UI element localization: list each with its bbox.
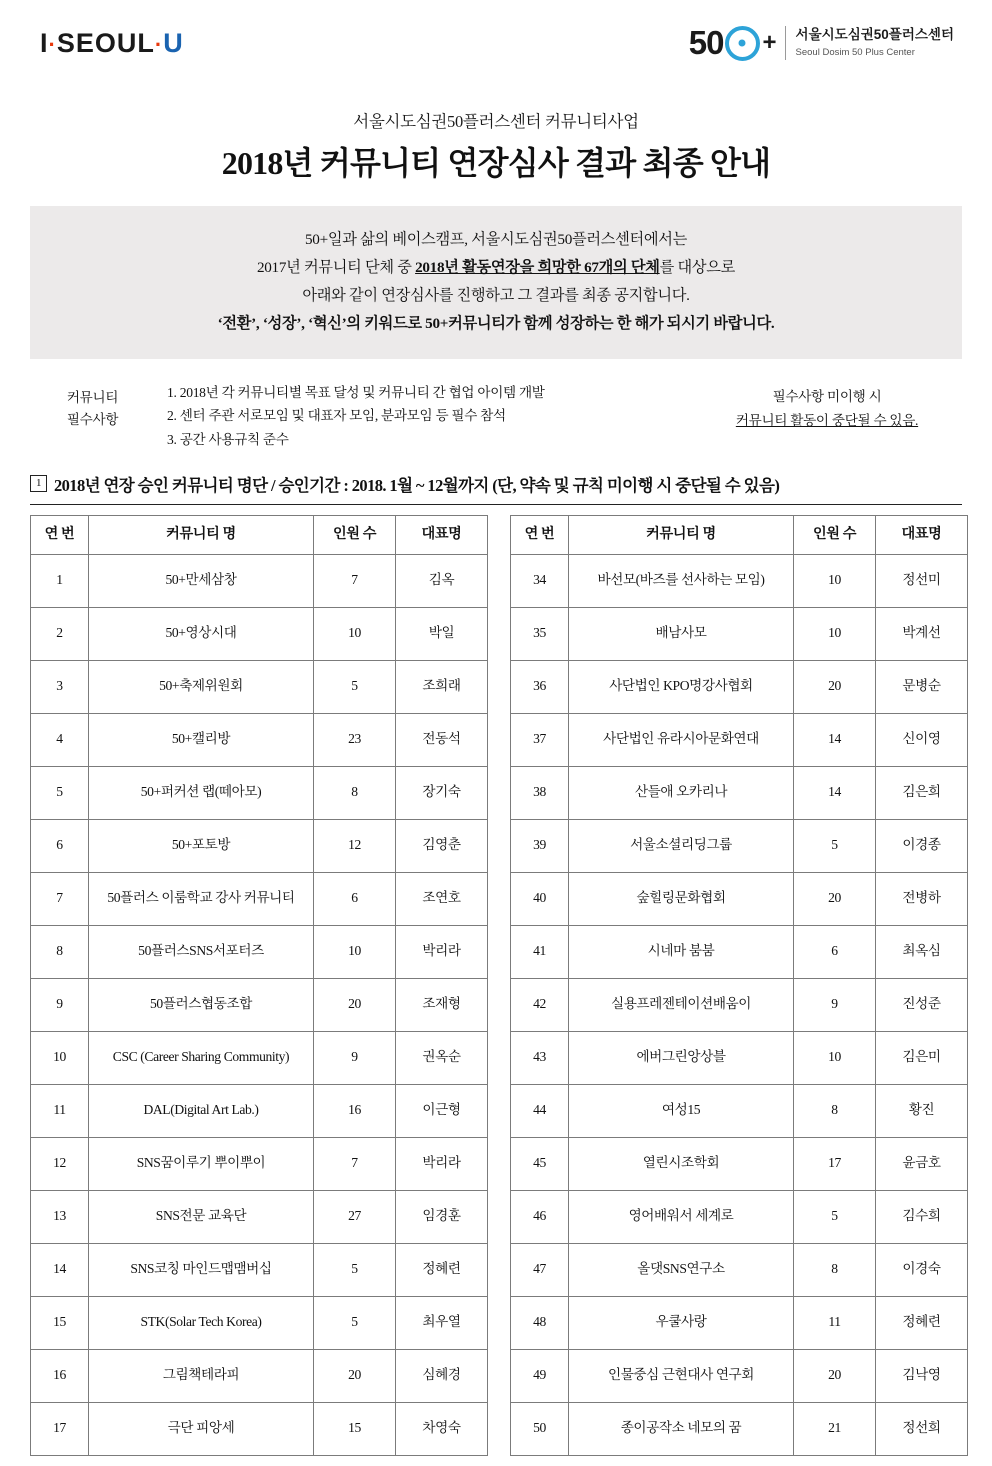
logo-dot-right: · (154, 31, 164, 57)
table-row (31, 819, 488, 872)
cell-no: 12 (31, 1137, 89, 1190)
cell-no: 11 (31, 1084, 89, 1137)
cell-representative: 김영춘 (396, 819, 488, 872)
cell-community-name: SNS꿈이루기 뿌이뿌이 (89, 1137, 314, 1190)
cell-community-name: 50+캘리방 (89, 713, 314, 766)
intro-line-2-highlight: 2018년 활동연장을 희망한 67개의 단체 (415, 259, 660, 277)
requirement-item: 1. 2018년 각 커뮤니티별 목표 달성 및 커뮤니티 간 협업 아이템 개발 (167, 384, 545, 400)
requirements-note-line1: 필수사항 미이행 시 (772, 388, 882, 404)
table-row (511, 660, 968, 713)
table-row (511, 1296, 968, 1349)
cell-community-name: 극단 피앙세 (89, 1402, 314, 1455)
cell-member-count: 14 (794, 766, 876, 819)
intro-line-2 (40, 254, 952, 282)
cell-community-name: 영어배워서 세계로 (569, 1190, 794, 1243)
cell-representative: 조연호 (396, 872, 488, 925)
cell-representative: 김낙영 (876, 1349, 968, 1402)
table-row (511, 607, 968, 660)
cell-community-name: SNS코칭 마인드맵맴버십 (89, 1243, 314, 1296)
table-row (31, 607, 488, 660)
table-header-row (31, 515, 488, 554)
center-name-en: Seoul Dosim 50 Plus Center (795, 46, 915, 58)
cell-representative: 전병하 (876, 872, 968, 925)
cell-no: 42 (511, 978, 569, 1031)
cell-representative: 김수희 (876, 1190, 968, 1243)
table-row (31, 766, 488, 819)
cell-member-count: 5 (314, 1296, 396, 1349)
table-row (31, 1402, 488, 1455)
section-number-badge: 1 (30, 475, 47, 492)
cell-representative: 윤금호 (876, 1137, 968, 1190)
cell-no: 17 (31, 1402, 89, 1455)
table-row (511, 978, 968, 1031)
cell-community-name: 산들애 오카리나 (569, 766, 794, 819)
cell-community-name: 50+퍼커션 랩(떼아모) (89, 766, 314, 819)
cell-no: 16 (31, 1349, 89, 1402)
cell-no: 43 (511, 1031, 569, 1084)
document-subtitle: 서울시도심권50플러스센터 커뮤니티사업 (353, 112, 639, 131)
cell-representative: 조재형 (396, 978, 488, 1031)
requirements-label-line1: 커뮤니티 (66, 389, 119, 405)
table-row (31, 713, 488, 766)
cell-no: 34 (511, 554, 569, 607)
roster-tables (30, 515, 962, 1456)
table-row (511, 554, 968, 607)
section-divider (30, 504, 962, 505)
cell-community-name: 50+축제위원회 (89, 660, 314, 713)
requirements-note (692, 377, 962, 434)
cell-representative: 조희래 (396, 660, 488, 713)
cell-member-count: 5 (314, 1243, 396, 1296)
cell-member-count: 20 (314, 978, 396, 1031)
cell-member-count: 8 (314, 766, 396, 819)
cell-no: 46 (511, 1190, 569, 1243)
requirements-note-line2: 커뮤니티 활동이 중단될 수 있음. (735, 412, 919, 428)
cell-no: 15 (31, 1296, 89, 1349)
cell-community-name: 사단법인 KPO명강사협회 (569, 660, 794, 713)
cell-community-name: 사단법인 유라시아문화연대 (569, 713, 794, 766)
cell-no: 1 (31, 554, 89, 607)
table-row (511, 1243, 968, 1296)
requirements-label-line2: 필수사항 (66, 411, 119, 427)
table-row (511, 1402, 968, 1455)
cell-community-name: 시네마 붐붐 (569, 925, 794, 978)
cell-member-count: 9 (314, 1031, 396, 1084)
center-name-block (785, 26, 954, 59)
cell-representative: 박리라 (396, 925, 488, 978)
table-row (511, 1137, 968, 1190)
cell-member-count: 7 (314, 1137, 396, 1190)
table-row (511, 819, 968, 872)
cell-representative: 박계선 (876, 607, 968, 660)
table-row (511, 925, 968, 978)
fifty-plus-mark (689, 24, 776, 62)
column-header-rep: 대표명 (396, 515, 488, 554)
cell-no: 4 (31, 713, 89, 766)
cell-representative: 차영숙 (396, 1402, 488, 1455)
cell-community-name: 숲힐링문화협회 (569, 872, 794, 925)
cell-member-count: 10 (314, 607, 396, 660)
cell-community-name: 실용프레젠테이션배움이 (569, 978, 794, 1031)
table-row (31, 1084, 488, 1137)
cell-member-count: 16 (314, 1084, 396, 1137)
cell-representative: 최옥심 (876, 925, 968, 978)
cell-no: 40 (511, 872, 569, 925)
logo-letter-i: I (40, 28, 49, 58)
table-row (511, 766, 968, 819)
title-block (30, 108, 962, 184)
cell-community-name: 우쿨사랑 (569, 1296, 794, 1349)
cell-no: 3 (31, 660, 89, 713)
cell-member-count: 20 (794, 1349, 876, 1402)
cell-community-name: DAL(Digital Art Lab.) (89, 1084, 314, 1137)
cell-member-count: 12 (314, 819, 396, 872)
column-header-no: 연 번 (511, 515, 569, 554)
requirements-row (30, 377, 962, 452)
cell-no: 9 (31, 978, 89, 1031)
cell-representative: 정선미 (876, 554, 968, 607)
table-row (511, 713, 968, 766)
cell-representative: 신이영 (876, 713, 968, 766)
cell-member-count: 7 (314, 554, 396, 607)
cell-representative: 이경숙 (876, 1243, 968, 1296)
cell-member-count: 10 (794, 607, 876, 660)
column-header-no: 연 번 (31, 515, 89, 554)
cell-representative: 이근형 (396, 1084, 488, 1137)
cell-representative: 심혜경 (396, 1349, 488, 1402)
center-logo (689, 22, 962, 62)
cell-representative: 김옥 (396, 554, 488, 607)
cell-no: 13 (31, 1190, 89, 1243)
cell-no: 36 (511, 660, 569, 713)
column-header-name: 커뮤니티 명 (89, 515, 314, 554)
cell-representative: 권옥순 (396, 1031, 488, 1084)
page-title: 2018년 커뮤니티 연장심사 결과 최종 안내 (221, 145, 771, 181)
cell-no: 14 (31, 1243, 89, 1296)
column-header-name: 커뮤니티 명 (569, 515, 794, 554)
cell-no: 41 (511, 925, 569, 978)
cell-representative: 박리라 (396, 1137, 488, 1190)
i-seoul-u-logo (30, 22, 184, 59)
cell-representative: 임경훈 (396, 1190, 488, 1243)
cell-member-count: 21 (794, 1402, 876, 1455)
cell-member-count: 5 (794, 1190, 876, 1243)
cell-member-count: 6 (794, 925, 876, 978)
cell-no: 50 (511, 1402, 569, 1455)
table-row (31, 1190, 488, 1243)
cell-representative: 김은희 (876, 766, 968, 819)
cell-community-name: 50+포토방 (89, 819, 314, 872)
table-row (31, 1137, 488, 1190)
cell-member-count: 5 (314, 660, 396, 713)
cell-no: 47 (511, 1243, 569, 1296)
cell-no: 6 (31, 819, 89, 872)
cell-community-name: 50플러스 이룸학교 강사 커뮤니티 (89, 872, 314, 925)
cell-no: 39 (511, 819, 569, 872)
column-header-count: 인원 수 (794, 515, 876, 554)
cell-no: 35 (511, 607, 569, 660)
cell-no: 37 (511, 713, 569, 766)
cell-no: 44 (511, 1084, 569, 1137)
cell-community-name: 여성15 (569, 1084, 794, 1137)
fifty-text: 50 (688, 24, 724, 61)
logo-word-seoul: SEOUL (56, 28, 155, 58)
table-row (511, 1031, 968, 1084)
cell-representative: 진성준 (876, 978, 968, 1031)
cell-representative: 정혜련 (396, 1243, 488, 1296)
cell-representative: 박일 (396, 607, 488, 660)
cell-member-count: 20 (794, 660, 876, 713)
cell-member-count: 11 (794, 1296, 876, 1349)
cell-community-name: 배남사모 (569, 607, 794, 660)
cell-member-count: 23 (314, 713, 396, 766)
column-header-count: 인원 수 (314, 515, 396, 554)
cell-member-count: 5 (794, 819, 876, 872)
cell-no: 7 (31, 872, 89, 925)
center-name-kr: 서울시도심권50플러스센터 (795, 27, 954, 43)
cell-community-name: 올댓SNS연구소 (569, 1243, 794, 1296)
logo-dot-left: · (48, 31, 57, 57)
cell-member-count: 10 (794, 1031, 876, 1084)
cell-community-name: 서울소셜리딩그룹 (569, 819, 794, 872)
cell-representative: 정선희 (876, 1402, 968, 1455)
section-heading-text: 2018년 연장 승인 커뮤니티 명단 / 승인기간 : 2018. 1월 ~ 12월까지 (단, 약속 및 규칙 미이행 시 중단될 수 있음) (54, 475, 780, 495)
cell-member-count: 15 (314, 1402, 396, 1455)
cell-no: 10 (31, 1031, 89, 1084)
cell-community-name: 그림책테라피 (89, 1349, 314, 1402)
table-row (31, 554, 488, 607)
cell-no: 38 (511, 766, 569, 819)
intro-line-4: ‘전환’, ‘성장’, ‘혁신’의 키워드로 50+커뮤니티가 함께 성장하는 한 해가 되시기 바랍니다. (217, 315, 775, 333)
cell-representative: 황진 (876, 1084, 968, 1137)
cell-no: 48 (511, 1296, 569, 1349)
cell-member-count: 8 (794, 1243, 876, 1296)
cell-representative: 최우열 (396, 1296, 488, 1349)
table-row (31, 925, 488, 978)
cell-community-name: SNS전문 교육단 (89, 1190, 314, 1243)
cell-community-name: 50+영상시대 (89, 607, 314, 660)
intro-line-2a: 2017년 커뮤니티 단체 중 (256, 259, 416, 277)
table-row (511, 1349, 968, 1402)
document-header (30, 22, 962, 80)
cell-community-name: 열린시조학회 (569, 1137, 794, 1190)
logo-letter-u: U (163, 28, 184, 58)
roster-table-right (510, 515, 968, 1456)
cell-no: 2 (31, 607, 89, 660)
table-row (31, 1349, 488, 1402)
cell-community-name: STK(Solar Tech Korea) (89, 1296, 314, 1349)
intro-line-3: 아래와 같이 연장심사를 진행하고 그 결과를 최종 공지합니다. (302, 287, 690, 305)
requirements-list (155, 377, 692, 452)
intro-line-2c: 를 대상으로 (659, 259, 736, 277)
cell-representative: 전동석 (396, 713, 488, 766)
table-row (31, 1031, 488, 1084)
cell-member-count: 20 (314, 1349, 396, 1402)
table-row (31, 660, 488, 713)
requirements-label (30, 377, 155, 432)
column-header-rep: 대표명 (876, 515, 968, 554)
cell-member-count: 10 (794, 554, 876, 607)
intro-line-1: 50+일과 삶의 베이스캠프, 서울시도심권50플러스센터에서는 (305, 231, 687, 248)
cell-member-count: 20 (794, 872, 876, 925)
cell-no: 8 (31, 925, 89, 978)
cell-member-count: 8 (794, 1084, 876, 1137)
intro-box (30, 206, 962, 359)
cell-community-name: 50+만세삼창 (89, 554, 314, 607)
cell-no: 45 (511, 1137, 569, 1190)
cell-representative: 장기숙 (396, 766, 488, 819)
cell-member-count: 17 (794, 1137, 876, 1190)
cell-representative: 문병순 (876, 660, 968, 713)
cell-member-count: 9 (794, 978, 876, 1031)
requirement-item: 3. 공간 사용규칙 준수 (167, 432, 289, 448)
cell-member-count: 14 (794, 713, 876, 766)
table-row (31, 1243, 488, 1296)
table-row (31, 872, 488, 925)
cell-no: 49 (511, 1349, 569, 1402)
table-row (31, 978, 488, 1031)
table-row (511, 872, 968, 925)
cell-representative: 김은미 (876, 1031, 968, 1084)
cell-representative: 이경종 (876, 819, 968, 872)
table-row (511, 1190, 968, 1243)
cell-community-name: 에버그린앙상블 (569, 1031, 794, 1084)
circle-icon (725, 26, 760, 61)
table-row (511, 1084, 968, 1137)
cell-community-name: 50플러스협동조합 (89, 978, 314, 1031)
cell-member-count: 27 (314, 1190, 396, 1243)
cell-no: 5 (31, 766, 89, 819)
section-heading (30, 472, 962, 496)
cell-community-name: 인물중심 근현대사 연구회 (569, 1349, 794, 1402)
cell-community-name: CSC (Career Sharing Community) (89, 1031, 314, 1084)
cell-community-name: 종이공작소 네모의 꿈 (569, 1402, 794, 1455)
table-row (31, 1296, 488, 1349)
cell-member-count: 6 (314, 872, 396, 925)
cell-community-name: 50플러스SNS서포터즈 (89, 925, 314, 978)
cell-representative: 정혜련 (876, 1296, 968, 1349)
requirement-item: 2. 센터 주관 서로모임 및 대표자 모임, 분과모임 등 필수 참석 (167, 408, 506, 424)
cell-community-name: 바선모(바즈를 선사하는 모임) (569, 554, 794, 607)
roster-table-left (30, 515, 488, 1456)
plus-text: + (762, 29, 776, 56)
table-header-row (511, 515, 968, 554)
cell-member-count: 10 (314, 925, 396, 978)
